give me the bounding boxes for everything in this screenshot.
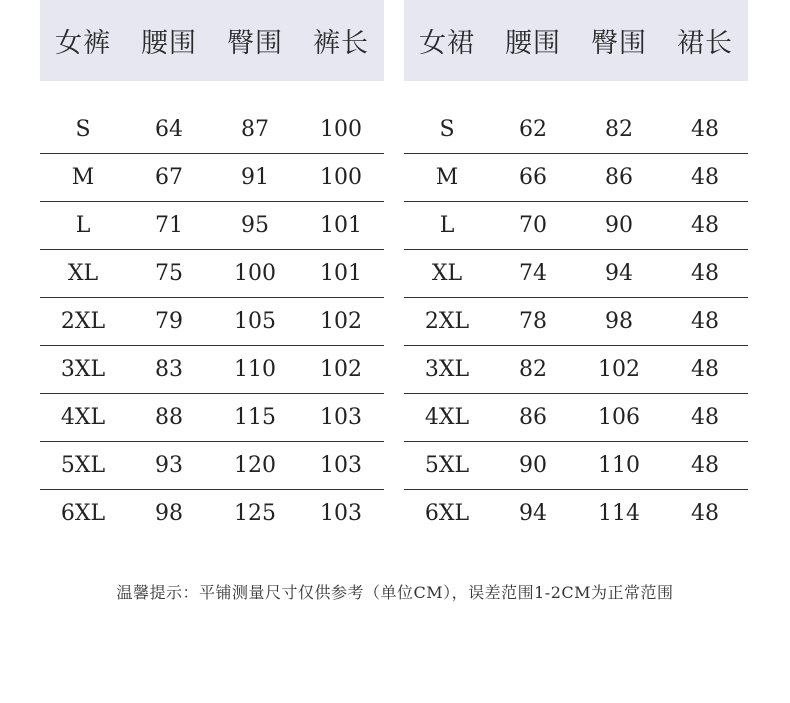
waist-cell: 98 — [155, 501, 183, 526]
length-cell: 100 — [320, 117, 362, 142]
skirt-size-table — [404, 0, 748, 537]
length-cell: 103 — [320, 501, 362, 526]
waist-cell: 82 — [519, 357, 547, 382]
waist-cell: 86 — [519, 405, 547, 430]
table-row — [404, 250, 748, 298]
size-cell: 2XL — [60, 309, 106, 334]
hip-cell: 106 — [598, 405, 640, 430]
table-row — [40, 394, 384, 442]
size-cell: L — [75, 213, 91, 238]
size-cell: S — [75, 117, 91, 142]
waist-cell: 90 — [519, 453, 547, 478]
hip-cell: 110 — [598, 453, 640, 478]
size-cell: XL — [67, 261, 99, 286]
length-cell: 103 — [320, 405, 362, 430]
table-row — [404, 442, 748, 490]
table-row — [404, 490, 748, 537]
size-cell: 5XL — [60, 453, 106, 478]
size-cell: XL — [431, 261, 463, 286]
table-row — [404, 298, 748, 346]
size-cell: L — [439, 213, 455, 238]
pants-size-table — [40, 0, 384, 537]
length-cell: 103 — [320, 453, 362, 478]
waist-cell: 93 — [155, 453, 183, 478]
pants-table-body — [40, 106, 384, 537]
waist-cell: 67 — [155, 165, 183, 190]
table-row — [40, 154, 384, 202]
skirt-header-length: 裙长 — [677, 28, 733, 59]
length-cell: 48 — [691, 165, 719, 190]
skirt-header-category: 女裙 — [419, 28, 475, 59]
size-cell: M — [435, 165, 459, 190]
table-row — [40, 442, 384, 490]
hip-cell: 120 — [234, 453, 276, 478]
length-cell: 48 — [691, 357, 719, 382]
hip-cell: 100 — [234, 261, 276, 286]
skirt-header-row — [404, 0, 748, 81]
measurement-note: 温馨提示：平铺测量尺寸仅供参考（单位CM），误差范围1-2CM为正常范围 — [116, 583, 674, 602]
size-cell: 3XL — [60, 357, 106, 382]
waist-cell: 75 — [155, 261, 183, 286]
hip-cell: 105 — [234, 309, 276, 334]
length-cell: 48 — [691, 261, 719, 286]
table-row — [40, 490, 384, 537]
waist-cell: 64 — [155, 117, 183, 142]
length-cell: 102 — [320, 309, 362, 334]
table-row — [404, 106, 748, 154]
length-cell: 101 — [320, 261, 362, 286]
table-row — [40, 202, 384, 250]
table-row — [404, 346, 748, 394]
skirt-header-hip: 臀围 — [591, 28, 647, 59]
length-cell: 48 — [691, 453, 719, 478]
length-cell: 48 — [691, 501, 719, 526]
hip-cell: 94 — [605, 261, 633, 286]
pants-header-length: 裤长 — [313, 28, 369, 59]
hip-cell: 115 — [234, 405, 276, 430]
size-cell: M — [71, 165, 95, 190]
hip-cell: 95 — [241, 213, 269, 238]
waist-cell: 78 — [519, 309, 547, 334]
size-cell: 3XL — [424, 357, 470, 382]
size-cell: S — [439, 117, 455, 142]
hip-cell: 102 — [598, 357, 640, 382]
length-cell: 48 — [691, 117, 719, 142]
length-cell: 48 — [691, 309, 719, 334]
table-row — [40, 106, 384, 154]
waist-cell: 79 — [155, 309, 183, 334]
pants-header-row — [40, 0, 384, 81]
skirt-table-body — [404, 106, 748, 537]
hip-cell: 86 — [605, 165, 633, 190]
size-cell: 6XL — [60, 501, 106, 526]
hip-cell: 110 — [234, 357, 276, 382]
hip-cell: 125 — [234, 501, 276, 526]
waist-cell: 88 — [155, 405, 183, 430]
waist-cell: 66 — [519, 165, 547, 190]
hip-cell: 114 — [598, 501, 640, 526]
waist-cell: 94 — [519, 501, 547, 526]
hip-cell: 98 — [605, 309, 633, 334]
pants-header-category: 女裤 — [55, 28, 111, 59]
size-cell: 2XL — [424, 309, 470, 334]
size-cell: 4XL — [60, 405, 106, 430]
skirt-header-waist: 腰围 — [505, 28, 561, 59]
length-cell: 48 — [691, 405, 719, 430]
size-cell: 4XL — [424, 405, 470, 430]
table-row — [404, 394, 748, 442]
table-row — [40, 298, 384, 346]
hip-cell: 82 — [605, 117, 633, 142]
length-cell: 101 — [320, 213, 362, 238]
waist-cell: 83 — [155, 357, 183, 382]
waist-cell: 74 — [519, 261, 547, 286]
length-cell: 102 — [320, 357, 362, 382]
size-cell: 5XL — [424, 453, 470, 478]
hip-cell: 87 — [241, 117, 269, 142]
length-cell: 100 — [320, 165, 362, 190]
table-row — [404, 202, 748, 250]
waist-cell: 71 — [155, 213, 183, 238]
length-cell: 48 — [691, 213, 719, 238]
waist-cell: 62 — [519, 117, 547, 142]
table-row — [40, 346, 384, 394]
pants-header-waist: 腰围 — [141, 28, 197, 59]
size-cell: 6XL — [424, 501, 470, 526]
hip-cell: 91 — [241, 165, 269, 190]
hip-cell: 90 — [605, 213, 633, 238]
table-row — [40, 250, 384, 298]
pants-header-hip: 臀围 — [227, 28, 283, 59]
waist-cell: 70 — [519, 213, 547, 238]
table-row — [404, 154, 748, 202]
